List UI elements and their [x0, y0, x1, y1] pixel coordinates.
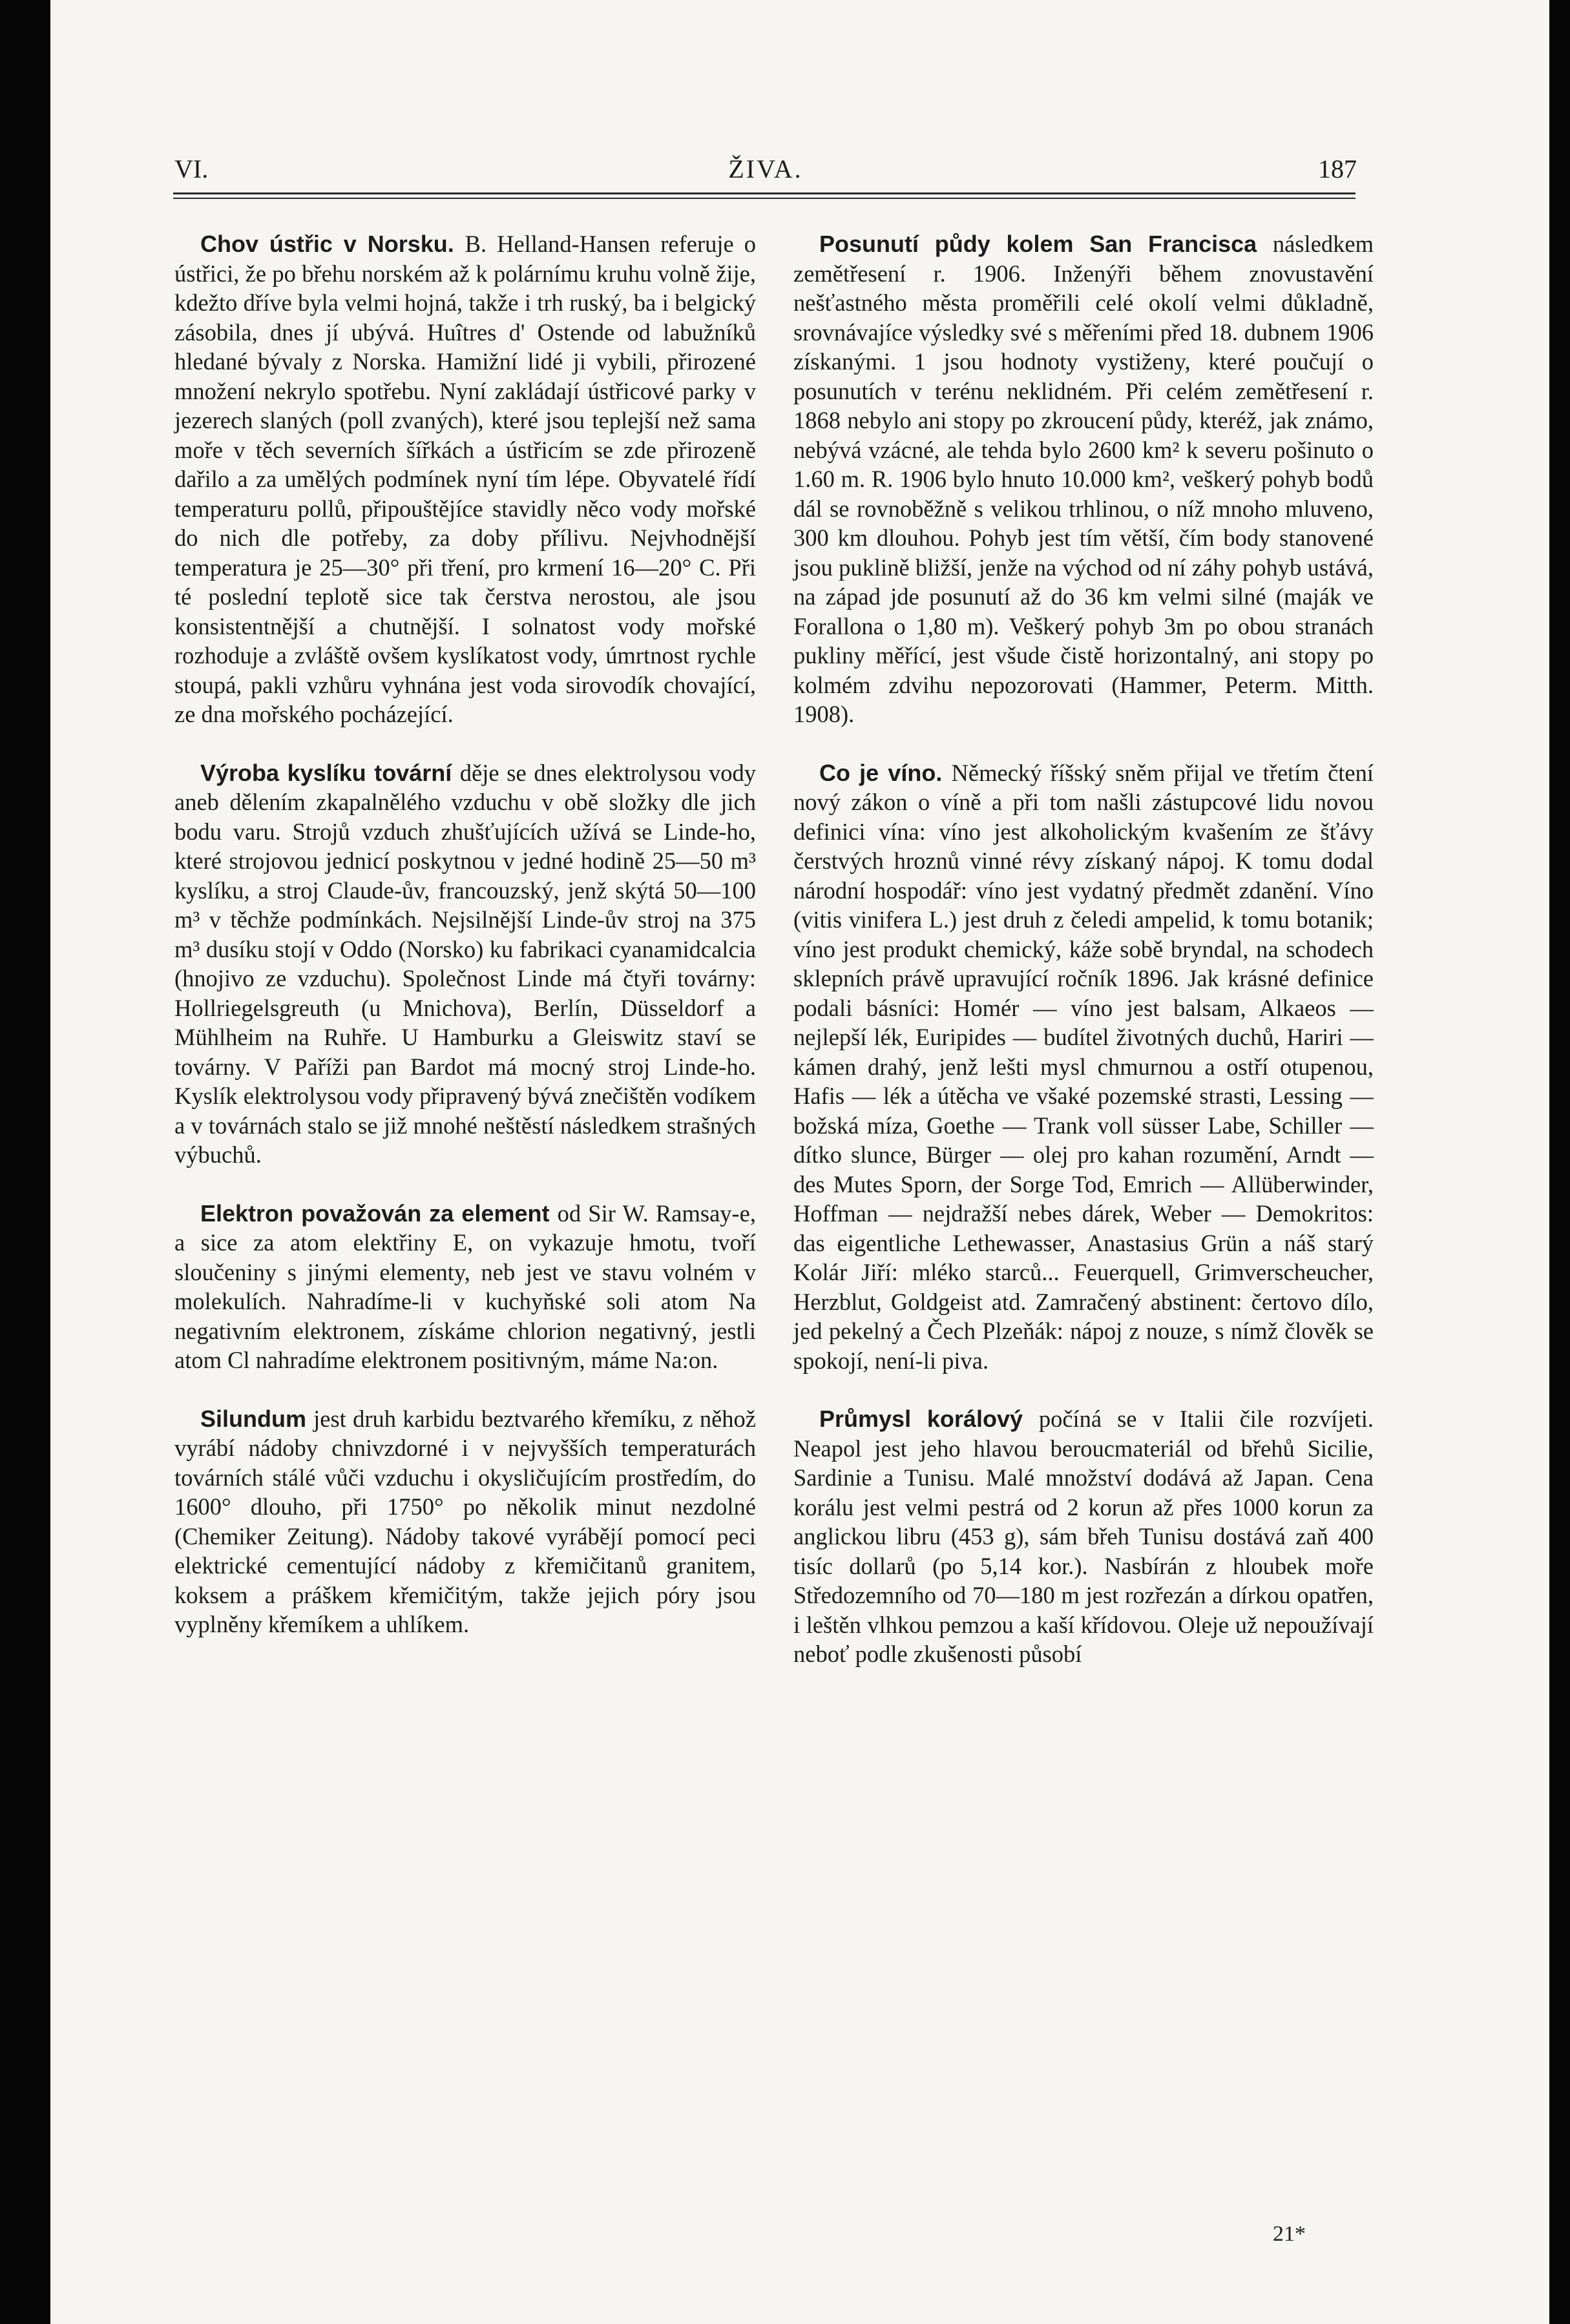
article-heading: Posunutí půdy kolem San Francisca — [819, 231, 1273, 257]
article-heading: Výroba kyslíku tovární — [200, 759, 460, 786]
article-heading: Elektron považován za element — [200, 1199, 558, 1227]
article-heading: Chov ústřic v Norsku. — [200, 231, 465, 257]
volume-number: VI. — [174, 154, 209, 183]
article-heading: Co je víno. — [819, 759, 952, 786]
article-text: jest druh karbidu beztvarého křemíku, z něhož vyrábí nádoby chnivzdorné i v nejvyšších temperaturách továrních stálé vůči vzduchu i okysličujícím prostředím, do 1600° dlouho, při 1750° po několik minut nezdolné (Chemiker Zeitung). Nádoby takové vyrábějí pomocí peci elektrické cementující nádoby z křemičitanů granitem, koksem a práškem křemičitým, takže jejich póry jsou vyplněny křemíkem a uhlíkem. — [174, 1405, 756, 1637]
article-text: následkem zemětřesení r. 1906. Inženýři během znovustavění nešťastného města proměřili celé okolí velmi důkladně, srovnávajíce výsledky své s měřeními před 18. dubnem 1906 získanými. 1 jsou hodnoty vystiženy, které poučují o posunutích v terénu neklidném. Při celém zemětřesení r. 1868 nebylo ani stopy po zkroucení půdy, kteréž, jak známo, nebývá vzácné, ale tehda bylo 2600 km² k severu pošinuto o 1.60 m. R. 1906 bylo hnuto 10.000 km², veškerý pohyb bodů dál se rovnoběžně s velikou trhlinou, o níž mnoho mluveno, 300 km dlouhou. Pohyb jest tím větší, čím body stanovené jsou puklině bližší, jenže na východ od ní záhy pohyb ustává, na západ jde posunutí až do 36 km velmi silné (maják ve Forallona o 1,80 m). Veškerý pohyb 3m po obou stranách pukliny měřící, jest všude čistě horizontalný, ani stopy po kolmém zdvihu nepozorovati (Hammer, Peterm. Mitth. 1908). — [793, 231, 1374, 727]
page-header — [174, 154, 1357, 186]
article-silundum — [174, 1404, 756, 1639]
article-what-is-wine — [793, 758, 1374, 1376]
page-number: 187 — [1318, 154, 1357, 183]
journal-title: ŽIVA. — [728, 154, 803, 183]
article-heading: Průmysl korálový — [819, 1406, 1039, 1432]
article-heading: Silundum — [200, 1405, 314, 1432]
article-san-francisco-ground — [793, 229, 1374, 729]
article-text: Německý říšský sněm přijal ve třetím čtení nový zákon o víně a při tom našli zástupcové lidu novou definici vína: víno jest alkoholickým kvašením ze šťávy čerstvých hroznů vinné révy získaný nápoj. K tomu dodal národní hospodář: víno jest vydatný předmět zdanění. Víno (vitis vinifera L.) jest druh z čeledi ampelid, k tomu botanik; víno jest produkt chemický, káže sobě bryndal, na schodech sklepních právě upravující ročník 1896. Jak krásné definice podali básníci: Homér — víno jest balsam, Alkaeos — nejlepší lék, Euripides — budítel životných duchů, Hariri — kámen drahý, jenž lešti mysl chmurnou a ostří otupenou, Hafis — lék a útěcha ve všaké pozemské strasti, Lessing — božská míza, Goethe — Trank voll süsser Labe, Schiller — dítko slunce, Bürger — olej pro kahan rozumění, Arndt — des Mutes Sporn, der Sorge Tod, Emrich — Allüberwinder, Hoffman — nejdražší nebes dárek, Weber — Demokritos: das eigentliche Lethewasser, Anastasius Grün a náš starý Kolár Jiří: mléko starců... Feuerquell, Grimverscheucher, Herzblut, Goldgeist atd. Zamračený abstinent: čertovo dílo, jed pekelný a Čech Plzeňák: nápoj z nouze, s nímž člověk se spokojí, není-li piva. — [793, 759, 1374, 1374]
header-rule-bottom — [173, 198, 1355, 199]
header-rule-top — [173, 192, 1355, 194]
article-oyster-farming — [174, 229, 756, 729]
article-text: B. Helland-Hansen referuje o ústřici, že po břehu norském až k polárnímu kruhu volně žije, kdežto dříve byla velmi hojná, takže i trh ruský, ba i belgický zásobila, dnes jí ubývá. Huîtres d' Ostende od labužníků hledané bývaly z Norska. Hamižní lidé ji vybili, přirozené množení nekrylo spotřebu. Nyní zakládají ústřicové parky v jezerech slaných (poll zvaných), které jsou teplejší než sama moře v těch severních šířkách a ústřicím se zde přirozeně dařilo a za umělých podmínek nyní tím lépe. Obyvatelé řídí temperaturu pollů, připouštějíce stavidly něco vody mořské do nich dle potřeby, za doby přílivu. Nejvhodnější temperatura je 25—30° při tření, pro krmení 16—20° C. Při té poslední teplotě sice tak čerstva nerostou, ale jsou konsistentnější a chutnější. I solnatost vody mořské rozhoduje a zvláště ovšem kyslíkatost vody, úmrtnost rychle stoupá, pakli vzhůru vyhnána jest voda sirovodík chovající, ze dna mořského pocházející. — [174, 231, 756, 727]
article-electron-element — [174, 1199, 756, 1375]
signature-mark: 21* — [1273, 2222, 1306, 2246]
article-text: počíná se v Italii čile rozvíjeti. Neapol jest jeho hlavou beroucmateriál od břehů Sicilie, Sardinie a Tunisu. Malé množství dodává až Japan. Cena korálu jest velmi pestrá od 2 korun až přes 1000 korun za anglickou libru (453 g), sám břeh Tunisu dostává zaň 400 tisíc dollarů (po 5,14 kor.). Nasbírán z hloubek moře Středozemního od 70—180 m jest rozřezán a dírkou opatřen, i leštěn vlhkou pemzou a kaší křídovou. Oleje už nepoužívají neboť podle zkušenosti působí — [793, 1406, 1374, 1667]
left-column — [174, 229, 756, 1668]
article-coral-industry — [793, 1404, 1374, 1669]
article-text: děje se dnes elektrolysou vody aneb dělením zkapalnělého vzduchu v obě složky dle jich bodu varu. Strojů vzduch zhušťujících užívá se Linde-ho, které strojovou jednicí poskytnou v jedné hodině 25—50 m³ kyslíku, a stroj Claude-ův, francouzský, jenž skýtá 50—100 m³ v těchže podmínkách. Nejsilnější Linde-ův stroj na 375 m³ dusíku stojí v Oddo (Norsko) ku fabrikaci cyanamidcalcia (hnojivo ze vzduchu). Společnost Linde má čtyři továrny: Hollriegelsgreuth (u Mnichova), Berlín, Düsseldorf a Mühlheim na Ruhře. U Hamburku a Gleiswitz staví se továrny. V Paříži pan Bardot má mocný stroj Linde-ho. Kyslík elektrolysou vody připravený bývá znečištěn vodíkem a v továrnách stalo se již mnohé neštěstí následkem strašných výbuchů. — [174, 759, 757, 1168]
article-text: od Sir W. Ramsay-e, a sice za atom elektřiny E, on vykazuje hmotu, tvoří sloučeniny s jinými elementy, neb jest ve stavu volném v molekulích. Nahradíme-li v kuchyňské soli atom Na negativním elektronem, získáme chlorion negativný, jestli atom Cl nahradíme elektronem positivným, máme Na:on. — [174, 1199, 756, 1373]
right-column — [793, 229, 1374, 1698]
article-oxygen-production — [174, 758, 756, 1170]
